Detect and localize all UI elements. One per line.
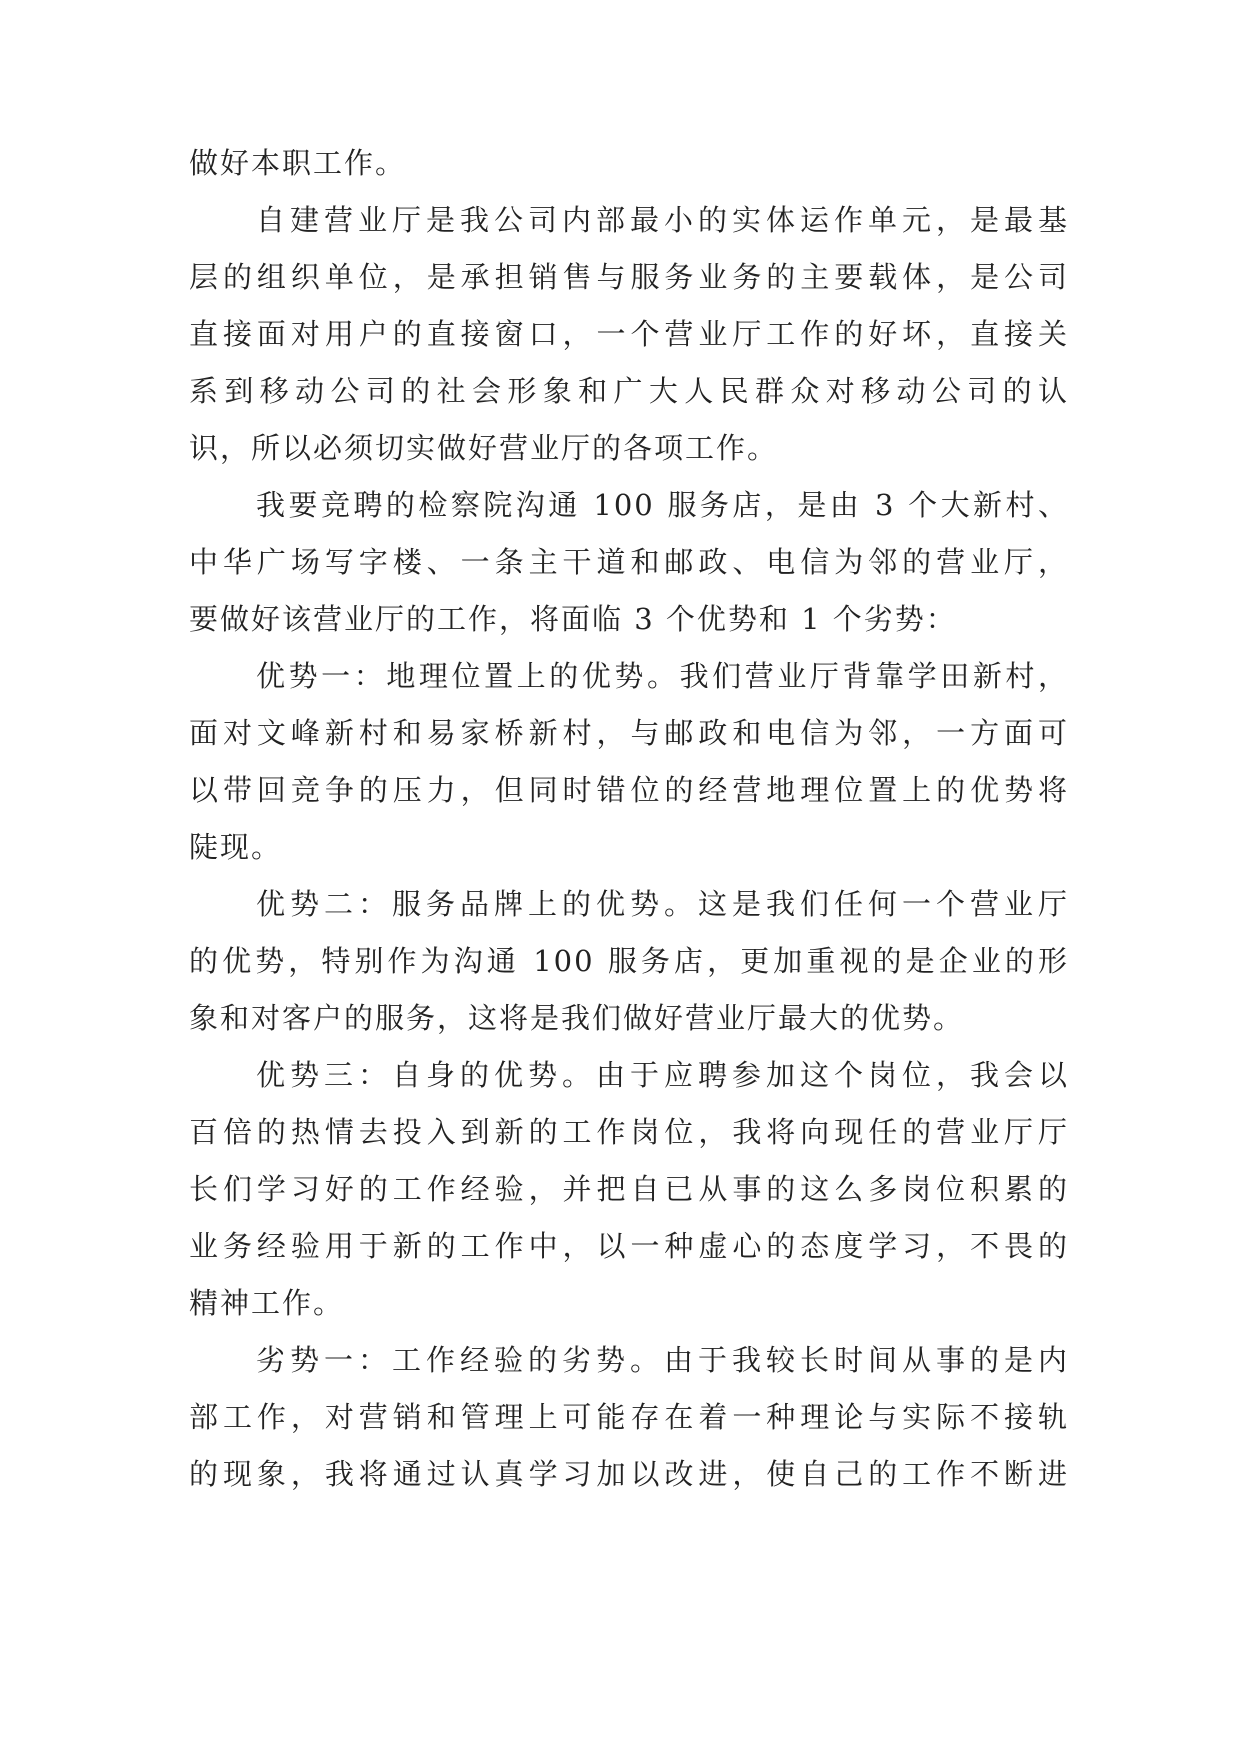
text-line: 长们学习好的工作经验，并把自已从事的这么多岗位积累的	[189, 1172, 1069, 1206]
text-line: 直接面对用户的直接窗口，一个营业厅工作的好坏，直接关	[189, 317, 1069, 351]
text-line: 的优势，特别作为沟通 100 服务店，更加重视的是企业的形	[189, 944, 1069, 978]
text-line: 业务经验用于新的工作中，以一种虚心的态度学习，不畏的	[189, 1229, 1069, 1263]
text-line: 劣势一：工作经验的劣势。由于我较长时间从事的是内	[256, 1343, 1069, 1377]
text-line: 自建营业厅是我公司内部最小的实体运作单元，是最基	[256, 203, 1069, 237]
text-line: 的现象，我将通过认真学习加以改进，使自己的工作不断进	[189, 1457, 1069, 1491]
text-line: 系到移动公司的社会形象和广大人民群众对移动公司的认	[189, 374, 1069, 408]
text-line: 百倍的热情去投入到新的工作岗位，我将向现任的营业厅厅	[189, 1115, 1069, 1149]
text-line: 部工作，对营销和管理上可能存在着一种理论与实际不接轨	[189, 1400, 1069, 1434]
text-line: 优势一：地理位置上的优势。我们营业厅背靠学田新村，	[256, 659, 1069, 693]
text-line: 层的组织单位，是承担销售与服务业务的主要载体，是公司	[189, 260, 1069, 294]
text-line: 做好本职工作。	[189, 146, 407, 180]
text-line: 要做好该营业厅的工作，将面临 3 个优势和 1 个劣势：	[189, 602, 957, 636]
text-line: 以带回竞争的压力，但同时错位的经营地理位置上的优势将	[189, 773, 1069, 807]
text-line: 陡现。	[189, 830, 283, 864]
text-line: 识，所以必须切实做好营业厅的各项工作。	[189, 431, 779, 465]
text-line: 中华广场写字楼、一条主干道和邮政、电信为邻的营业厅，	[189, 545, 1069, 579]
text-line: 我要竞聘的检察院沟通 100 服务店，是由 3 个大新村、	[256, 488, 1069, 522]
text-line: 象和对客户的服务，这将是我们做好营业厅最大的优势。	[189, 1001, 965, 1035]
text-line: 优势二：服务品牌上的优势。这是我们任何一个营业厅	[256, 887, 1069, 921]
text-line: 面对文峰新村和易家桥新村，与邮政和电信为邻，一方面可	[189, 716, 1069, 750]
text-line: 优势三：自身的优势。由于应聘参加这个岗位，我会以	[256, 1058, 1069, 1092]
text-line: 精神工作。	[189, 1286, 345, 1320]
